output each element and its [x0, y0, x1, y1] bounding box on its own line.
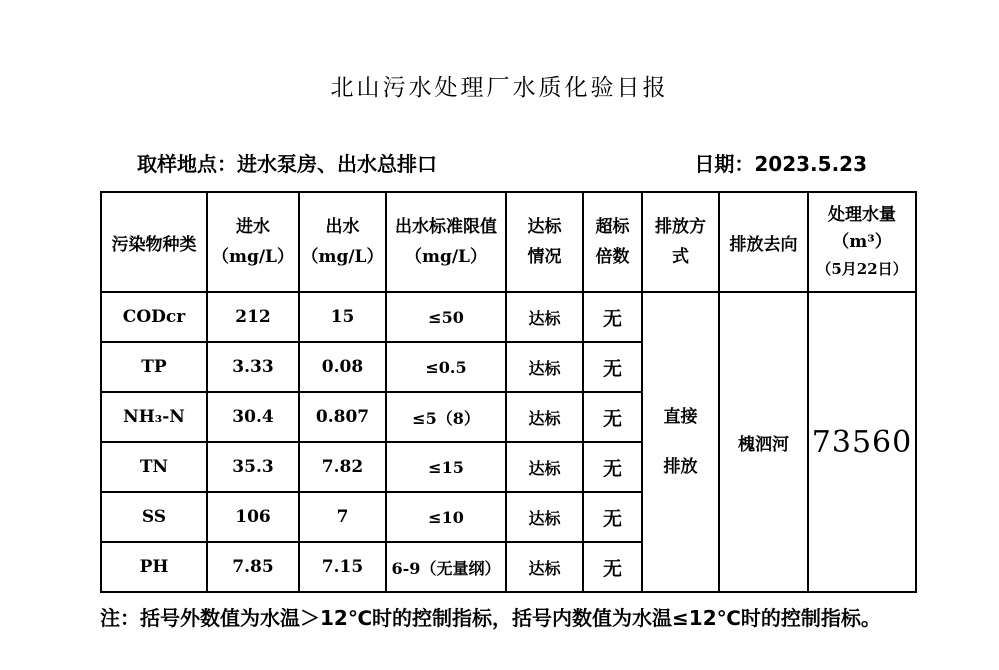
col-header-limit [386, 192, 506, 292]
col-header-pollutant: 污染物种类 [101, 192, 207, 292]
discharge-mode-line: 排放 [663, 457, 698, 477]
header-line: 式 [672, 247, 689, 267]
col-header-exceed [583, 192, 642, 292]
cell-status: 达标 [506, 342, 583, 392]
header-line: 出水 [325, 217, 360, 237]
header-line: 排放方 [655, 217, 706, 237]
col-header-destination: 排放去向 [719, 192, 808, 292]
sampling-point-label: 取样地点：进水泵房、出水总排口 [137, 152, 437, 176]
cell-exceed: 无 [583, 542, 642, 592]
header-line: （m³） [832, 231, 892, 252]
cell-effluent: 0.807 [299, 392, 386, 442]
header-line: 处理水量 [828, 204, 896, 225]
header-line: （mg/L） [211, 247, 295, 267]
cell-pollutant: PH [101, 542, 207, 592]
header-line: 进水 [236, 217, 270, 237]
cell-status: 达标 [506, 492, 583, 542]
cell-exceed: 无 [583, 292, 642, 342]
cell-discharge-destination: 槐泗河 [719, 292, 808, 592]
cell-effluent: 7.82 [299, 442, 386, 492]
cell-limit: ≤5（8） [386, 392, 506, 442]
col-header-discharge-mode [642, 192, 719, 292]
cell-pollutant: SS [101, 492, 207, 542]
cell-effluent: 15 [299, 292, 386, 342]
header-line: （mg/L） [404, 247, 488, 267]
cell-status: 达标 [506, 442, 583, 492]
cell-limit: 6-9（无量纲） [386, 542, 506, 592]
header-line: （5月22日） [816, 259, 908, 278]
header-line: 达标 [527, 217, 562, 237]
cell-influent: 106 [207, 492, 299, 542]
cell-exceed: 无 [583, 392, 642, 442]
footnote: 注：括号外数值为水温＞12℃时的控制指标，括号内数值为水温≤12℃时的控制指标。 [100, 606, 881, 630]
cell-limit: ≤0.5 [386, 342, 506, 392]
cell-pollutant: CODcr [101, 292, 207, 342]
cell-effluent: 7.15 [299, 542, 386, 592]
col-header-volume [808, 192, 916, 292]
cell-limit: ≤10 [386, 492, 506, 542]
col-header-influent [207, 192, 299, 292]
cell-effluent: 0.08 [299, 342, 386, 392]
col-header-effluent [299, 192, 386, 292]
header-line: 倍数 [595, 247, 630, 267]
cell-influent: 30.4 [207, 392, 299, 442]
cell-influent: 7.85 [207, 542, 299, 592]
cell-limit: ≤15 [386, 442, 506, 492]
header-line: 超标 [595, 217, 630, 237]
discharge-mode-line: 直接 [663, 407, 698, 427]
cell-status: 达标 [506, 542, 583, 592]
cell-status: 达标 [506, 292, 583, 342]
table-header-row [101, 192, 916, 292]
cell-influent: 212 [207, 292, 299, 342]
cell-influent: 35.3 [207, 442, 299, 492]
header-line: 情况 [527, 247, 562, 267]
cell-exceed: 无 [583, 492, 642, 542]
header-line: 出水标准限值 [395, 217, 497, 237]
cell-effluent: 7 [299, 492, 386, 542]
cell-treated-volume: 73560 [808, 292, 916, 592]
water-quality-table [100, 191, 917, 593]
col-header-status [506, 192, 583, 292]
cell-limit: ≤50 [386, 292, 506, 342]
cell-status: 达标 [506, 392, 583, 442]
table-row-codcr [101, 292, 916, 342]
page-title: 北山污水处理厂水质化验日报 [330, 75, 669, 101]
header-line: （mg/L） [301, 247, 384, 267]
cell-pollutant: NH₃-N [101, 392, 207, 442]
cell-exceed: 无 [583, 342, 642, 392]
cell-influent: 3.33 [207, 342, 299, 392]
date-label: 日期：2023.5.23 [694, 152, 867, 176]
cell-exceed: 无 [583, 442, 642, 492]
meta-row [137, 148, 867, 177]
cell-discharge-mode [642, 292, 719, 592]
cell-pollutant: TP [101, 342, 207, 392]
cell-pollutant: TN [101, 442, 207, 492]
